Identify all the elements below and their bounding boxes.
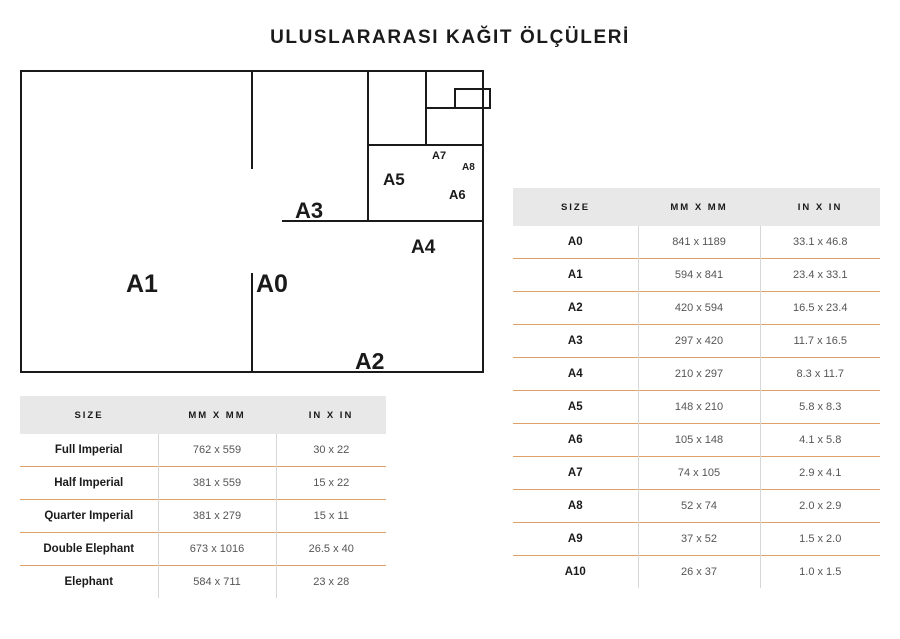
table-row [513, 259, 880, 292]
divider-a7-vertical [454, 88, 456, 108]
cell-size: Full Imperial [54, 444, 123, 456]
cell-mm: 148 x 210 [638, 391, 760, 424]
table-row [513, 523, 880, 556]
imperial-size-table [20, 396, 386, 598]
cell-mm: 841 x 1189 [638, 226, 760, 259]
a-series-table-body [513, 226, 880, 588]
divider-a1-vertical-top [251, 70, 253, 169]
cell-mm: 381 x 559 [158, 467, 276, 500]
table-row [513, 424, 880, 457]
table-row [513, 325, 880, 358]
cell-in: 5.8 x 8.3 [760, 391, 880, 424]
cell-in: 11.7 x 16.5 [760, 325, 880, 358]
cell-size: A7 [513, 457, 638, 490]
cell-in: 16.5 x 23.4 [760, 292, 880, 325]
cell-size: Elephant [20, 566, 158, 599]
column-header-size: SIZE [20, 396, 158, 434]
column-header-mm: MM X MM [158, 396, 276, 434]
cell-mm: 381 x 279 [158, 500, 276, 533]
cell-mm: 37 x 52 [638, 523, 760, 556]
cell-mm: 52 x 74 [638, 490, 760, 523]
cell-in: 4.1 x 5.8 [760, 424, 880, 457]
divider-a8-bottom [482, 107, 491, 109]
table-row [20, 566, 386, 599]
cell-mm: 673 x 1016 [158, 533, 276, 566]
cell-in: 33.1 x 46.8 [760, 226, 880, 259]
diagram-label-a2: A2 [355, 348, 385, 374]
cell-in: 26.5 x 40 [276, 533, 386, 566]
cell-in: 23 x 28 [276, 566, 386, 599]
diagram-label-a0: A0 [256, 270, 288, 298]
diagram-label-a3: A3 [295, 198, 324, 223]
cell-mm: 105 x 148 [638, 424, 760, 457]
table-header-row [513, 188, 880, 226]
divider-a8-top [454, 88, 491, 90]
cell-size: Double Elephant [20, 533, 158, 566]
cell-size: A5 [513, 391, 638, 424]
table-row [513, 292, 880, 325]
cell-size: A3 [513, 325, 638, 358]
table-row [20, 500, 386, 533]
cell-mm: 297 x 420 [638, 325, 760, 358]
cell-size: A4 [513, 358, 638, 391]
cell-mm: 594 x 841 [638, 259, 760, 292]
table-row [513, 457, 880, 490]
table-row [513, 391, 880, 424]
diagram-label-a7: A7 [432, 150, 447, 162]
divider-a1-vertical-bottom [251, 273, 253, 373]
a-series-size-table [513, 188, 880, 588]
cell-in: 1.0 x 1.5 [760, 556, 880, 589]
cell-mm: 210 x 297 [638, 358, 760, 391]
column-header-size: SIZE [513, 188, 638, 226]
diagram-label-a5: A5 [383, 170, 405, 189]
column-header-in: IN X IN [276, 396, 386, 434]
cell-mm: 420 x 594 [638, 292, 760, 325]
cell-mm: 74 x 105 [638, 457, 760, 490]
table-row [513, 226, 880, 259]
cell-size: A8 [513, 490, 638, 523]
cell-size: A0 [567, 236, 583, 248]
cell-size: A2 [513, 292, 638, 325]
cell-size: Half Imperial [20, 467, 158, 500]
diagram-label-a1: A1 [126, 270, 158, 298]
cell-size: A9 [513, 523, 638, 556]
cell-in: 1.5 x 2.0 [760, 523, 880, 556]
table-header-row [20, 396, 386, 434]
page-title: ULUSLARARASI KAĞIT ÖLÇÜLERİ [270, 27, 630, 48]
cell-in: 15 x 11 [276, 500, 386, 533]
cell-size: A6 [513, 424, 638, 457]
diagram-label-a8: A8 [462, 162, 475, 173]
cell-mm: 26 x 37 [638, 556, 760, 589]
cell-in: 2.9 x 4.1 [760, 457, 880, 490]
cell-in: 8.3 x 11.7 [760, 358, 880, 391]
cell-in: 2.0 x 2.9 [760, 490, 880, 523]
a-series-paper-size-diagram [20, 70, 484, 373]
cell-mm: 762 x 559 [158, 434, 276, 467]
table-row [20, 434, 386, 467]
column-header-mm: MM X MM [638, 188, 760, 226]
table-row [20, 467, 386, 500]
table-row [513, 358, 880, 391]
diagram-label-a4: A4 [411, 237, 436, 258]
imperial-table-body [20, 434, 386, 598]
table-row [513, 490, 880, 523]
cell-mm: 584 x 711 [158, 566, 276, 599]
cell-size: Quarter Imperial [20, 500, 158, 533]
cell-in: 23.4 x 33.1 [760, 259, 880, 292]
cell-size: A10 [513, 556, 638, 589]
cell-in: 30 x 22 [276, 434, 386, 467]
table-row [20, 533, 386, 566]
column-header-in: IN X IN [760, 188, 880, 226]
cell-size: A1 [513, 259, 638, 292]
divider-a8-right [489, 88, 491, 109]
table-row [513, 556, 880, 589]
cell-in: 15 x 22 [276, 467, 386, 500]
diagram-label-a6: A6 [449, 187, 466, 202]
